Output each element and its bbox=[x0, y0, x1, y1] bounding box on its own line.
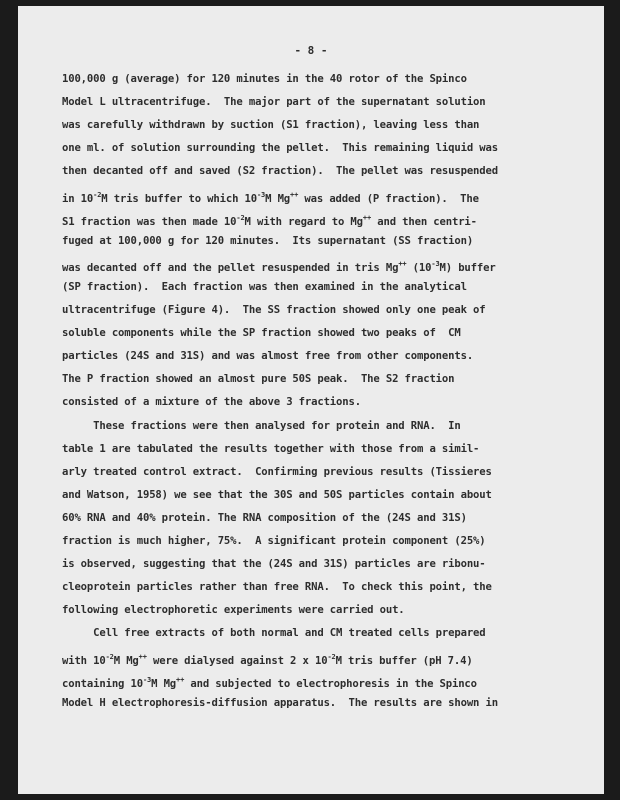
text-segment: were dialysed against 2 x 10 bbox=[146, 654, 328, 667]
text-segment: was added (P fraction). The bbox=[298, 192, 479, 205]
superscript: -2 bbox=[327, 652, 336, 661]
text-segment: S1 fraction was then made 10 bbox=[62, 215, 237, 228]
text-line: then decanted off and saved (S2 fraction). The pellet was resuspended bbox=[62, 165, 498, 178]
text-line: (SP fraction). Each fraction was then examined in the analytical bbox=[62, 280, 467, 293]
text-segment: and subjected to electrophoresis in the Spinco bbox=[184, 677, 477, 690]
text-line: Model H electrophoresis-diffusion apparatus. The results are shown in bbox=[62, 696, 498, 709]
text-line: following electrophoretic experiments were carried out. bbox=[62, 604, 405, 617]
text-segment: with 10 bbox=[62, 654, 106, 667]
text-line: ultracentrifuge (Figure 4). The SS fraction showed only one peak of bbox=[62, 304, 486, 316]
text-line bbox=[62, 674, 477, 690]
text-line: cleoprotein particles rather than free RNA. To check this point, the bbox=[62, 581, 492, 594]
text-line: 100,000 g (average) for 120 minutes in the 40 rotor of the Spinco bbox=[62, 73, 467, 85]
text-line: fuged at 100,000 g for 120 minutes. Its supernatant (SS fraction) bbox=[62, 234, 474, 247]
text-segment: in 10 bbox=[62, 192, 94, 205]
text-segment: and then centri- bbox=[371, 215, 477, 228]
text-segment: (10 bbox=[406, 261, 432, 274]
text-line: arly treated control extract. Confirming previous results (Tissieres bbox=[62, 465, 492, 478]
text-segment: M tris buffer (pH 7.4) bbox=[335, 654, 473, 667]
text-line: is observed, suggesting that the (24S and 31S) particles are ribonu- bbox=[62, 558, 486, 571]
text-segment: was decanted off and the pellet resuspended in tris Mg bbox=[62, 261, 399, 274]
text-line bbox=[62, 258, 496, 274]
superscript: -2 bbox=[236, 213, 245, 222]
text-line: particles (24S and 31S) and was almost free from other components. bbox=[62, 350, 474, 363]
superscript: -2 bbox=[105, 652, 114, 661]
text-segment: M tris buffer to which 10 bbox=[101, 192, 257, 205]
text-line: The P fraction showed an almost pure 50S peak. The S2 fraction bbox=[62, 373, 455, 386]
superscript: ++ bbox=[362, 213, 372, 222]
document-page bbox=[18, 6, 604, 794]
text-line bbox=[62, 189, 479, 205]
text-line: Model L ultracentrifuge. The major part of the supernatant solution bbox=[62, 96, 486, 109]
text-segment: M with regard to Mg bbox=[244, 215, 363, 228]
superscript: ++ bbox=[398, 259, 407, 268]
text-line: one ml. of solution surrounding the pellet. This remaining liquid was bbox=[62, 142, 498, 155]
text-segment: M) buffer bbox=[439, 261, 496, 274]
text-line: 60% RNA and 40% protein. The RNA composition of the (24S and 31S) bbox=[62, 511, 467, 524]
text-line: Cell free extracts of both normal and CM treated cells prepared bbox=[62, 627, 486, 640]
superscript: -2 bbox=[93, 190, 102, 199]
text-line: was carefully withdrawn by suction (S1 fraction), leaving less than bbox=[62, 119, 480, 132]
text-line: table 1 are tabulated the results together with those from a simil- bbox=[62, 442, 480, 455]
superscript: ++ bbox=[176, 675, 185, 684]
page-number: - 8 - bbox=[294, 44, 328, 57]
text-segment: M Mg bbox=[265, 192, 291, 205]
superscript: -3 bbox=[142, 675, 152, 684]
superscript: -3 bbox=[256, 190, 266, 199]
superscript: -3 bbox=[431, 259, 440, 268]
superscript: ++ bbox=[290, 190, 299, 199]
text-line bbox=[62, 651, 473, 667]
text-segment: M Mg bbox=[113, 654, 139, 667]
text-line: consisted of a mixture of the above 3 fractions. bbox=[62, 396, 361, 409]
text-line: and Watson, 1958) we see that the 30S and 50S particles contain about bbox=[62, 488, 492, 501]
text-segment: containing 10 bbox=[62, 677, 143, 690]
text-line: fraction is much higher, 75%. A significant protein component (25%) bbox=[62, 535, 486, 547]
text-line bbox=[62, 212, 477, 228]
superscript: ++ bbox=[138, 652, 147, 661]
text-line: soluble components while the SP fraction showed two peaks of CM bbox=[62, 327, 461, 340]
text-line: These fractions were then analysed for protein and RNA. In bbox=[62, 419, 461, 432]
text-segment: M Mg bbox=[151, 677, 177, 690]
